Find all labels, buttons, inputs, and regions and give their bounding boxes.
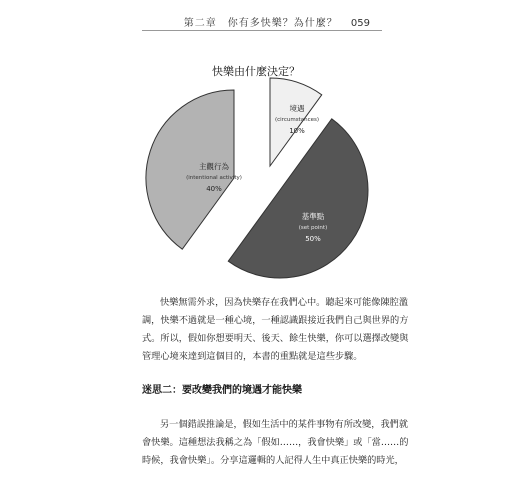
paragraph-line: 快樂無需外求，因為快樂存在我們心中。聽起來可能像陳腔濫 (160, 297, 409, 308)
page-number: 059 (350, 18, 370, 29)
slice-sublabel: (set point) (298, 225, 328, 231)
slice-label: 基準點 (301, 212, 325, 221)
paragraph-line: 時候，我會快樂」。分享這邏輯的人記得人生中真正快樂的時光， (142, 455, 404, 466)
pie-slice (228, 119, 368, 278)
slice-value: 40% (206, 185, 222, 193)
slice-value: 50% (305, 235, 321, 243)
slice-label: 境遇 (289, 104, 305, 113)
chapter-title: 第二章 你有多快樂？為什麼？ (183, 18, 338, 29)
slice-label: 主觀行為 (199, 162, 229, 171)
paragraph-line: 管理心境來達到這個目的，本書的重點就是這些步驟。 (142, 351, 363, 362)
slice-value: 10% (289, 127, 305, 135)
chart-title: 快樂由什麼決定？ (212, 65, 300, 78)
pie-slices (146, 78, 368, 278)
paragraph-1 (142, 294, 409, 366)
paragraph-line: 另一個錯誤推論是，假如生活中的某件事物有所改變，我們就 (160, 419, 409, 430)
paragraph-line: 會快樂。這種想法我稱之為「假如……，我會快樂」或「當……的 (142, 437, 409, 448)
paragraph-line: 調，快樂不過就是一種心境，一種認識跟接近我們自己與世界的方 (142, 315, 409, 326)
section-heading: 迷思二：要改變我們的境遇才能快樂 (142, 385, 302, 396)
slice-sublabel: (circumstances) (274, 117, 320, 123)
paragraph-line: 式。所以，假如你想要明天、後天、餘生快樂，你可以選擇改變與 (142, 333, 409, 344)
slice-sublabel: (intentional activity) (186, 175, 242, 181)
paragraph-2 (142, 416, 409, 470)
